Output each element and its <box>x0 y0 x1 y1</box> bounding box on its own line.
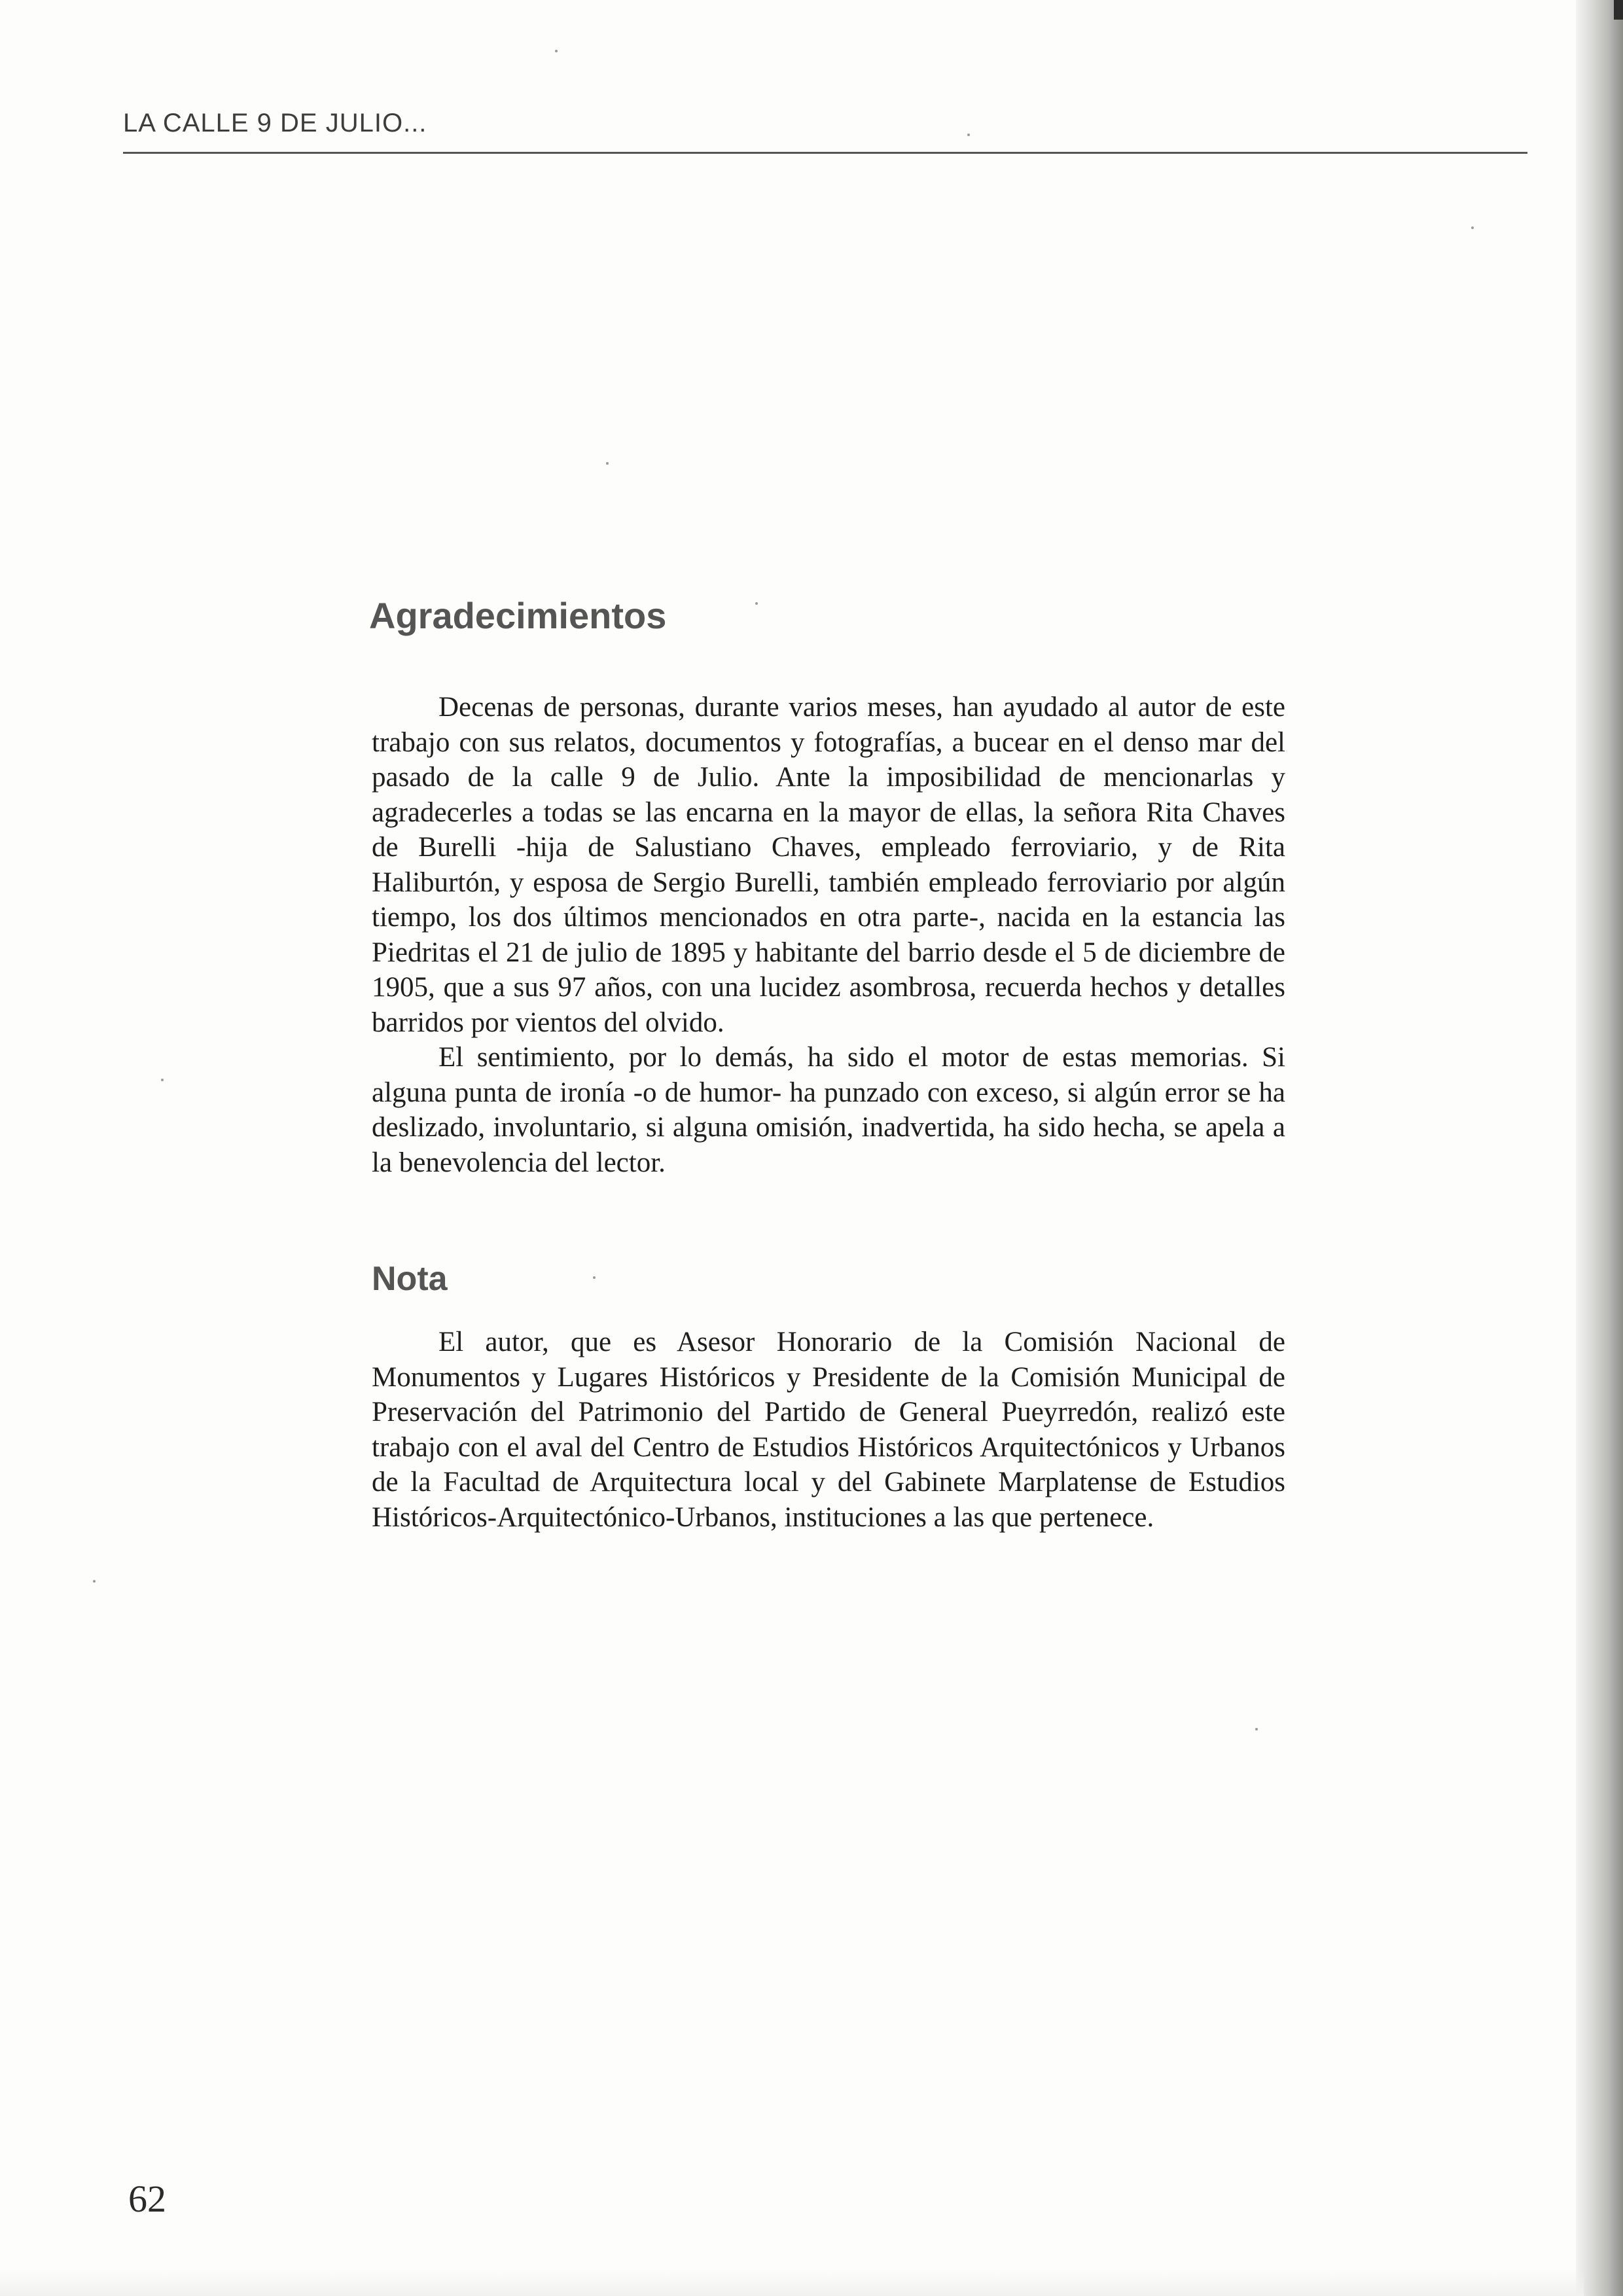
scan-speck <box>1255 1728 1258 1731</box>
header-rule <box>123 152 1527 154</box>
page-edge-shadow <box>1576 0 1623 2296</box>
acknowledgements-paragraph: El sentimiento, por lo demás, ha sido el motor de estas memorias. Si alguna punta de ironía -o de humor- ha punzado con exceso, si algún error se ha deslizado, involuntario, si alguna omisión, inadvertida, ha sido hecha, se apela a la benevolencia del lector. <box>372 1042 1285 1178</box>
scan-speck <box>593 1276 596 1279</box>
page-edge-corner <box>1614 0 1623 20</box>
scan-speck <box>93 1580 96 1583</box>
note-body <box>372 1325 1285 1535</box>
note-heading: Nota <box>372 1260 448 1298</box>
scan-speck <box>161 1079 164 1081</box>
page-bottom-fold <box>0 2270 1584 2296</box>
scan-speck <box>967 134 970 136</box>
acknowledgements-body <box>372 690 1285 1180</box>
scan-speck <box>755 602 758 605</box>
acknowledgements-paragraph: Decenas de personas, durante varios meses, han ayudado al autor de este trabajo con sus relatos, documentos y fotografías, a bucear en el denso mar del pasado de la calle 9 de Julio. Ante la imposibilidad de mencionarlas y agradecerles a todas se las encarna en la mayor de ellas, la señora Rita Chaves de Burelli -hija de Salustiano Chaves, empleado ferroviario, y de Rita Haliburtón, y esposa de Sergio Burelli, también empleado ferroviario por algún tiempo, los dos últimos mencionados en otra parte-, nacida en la estancia las Piedritas el 21 de julio de 1895 y habitante del barrio desde el 5 de diciembre de 1905, que a sus 97 años, con una lucidez asombrosa, recuerda hechos y detalles barridos por vientos del olvido. <box>372 692 1285 1038</box>
scan-speck <box>606 462 609 465</box>
page-number: 62 <box>128 2178 166 2220</box>
note-paragraph: El autor, que es Asesor Honorario de la Comisión Nacional de Monumentos y Lugares Históricos y Presidente de la Comisión Municipal de Preservación del Patrimonio del Partido de General Pueyrredón, realizó este trabajo con el aval del Centro de Estudios Históricos Arquitectónicos y Urbanos de la Facultad de Arquitectura local y del Gabinete Marplatense de Estudios Históricos-Arquitectónico-Urbanos, instituciones a las que pertenece. <box>372 1327 1285 1533</box>
running-header: LA CALLE 9 DE JULIO... <box>123 109 427 137</box>
acknowledgements-heading: Agradecimientos <box>369 595 667 636</box>
scan-speck <box>1471 226 1474 229</box>
scan-speck <box>555 50 558 52</box>
